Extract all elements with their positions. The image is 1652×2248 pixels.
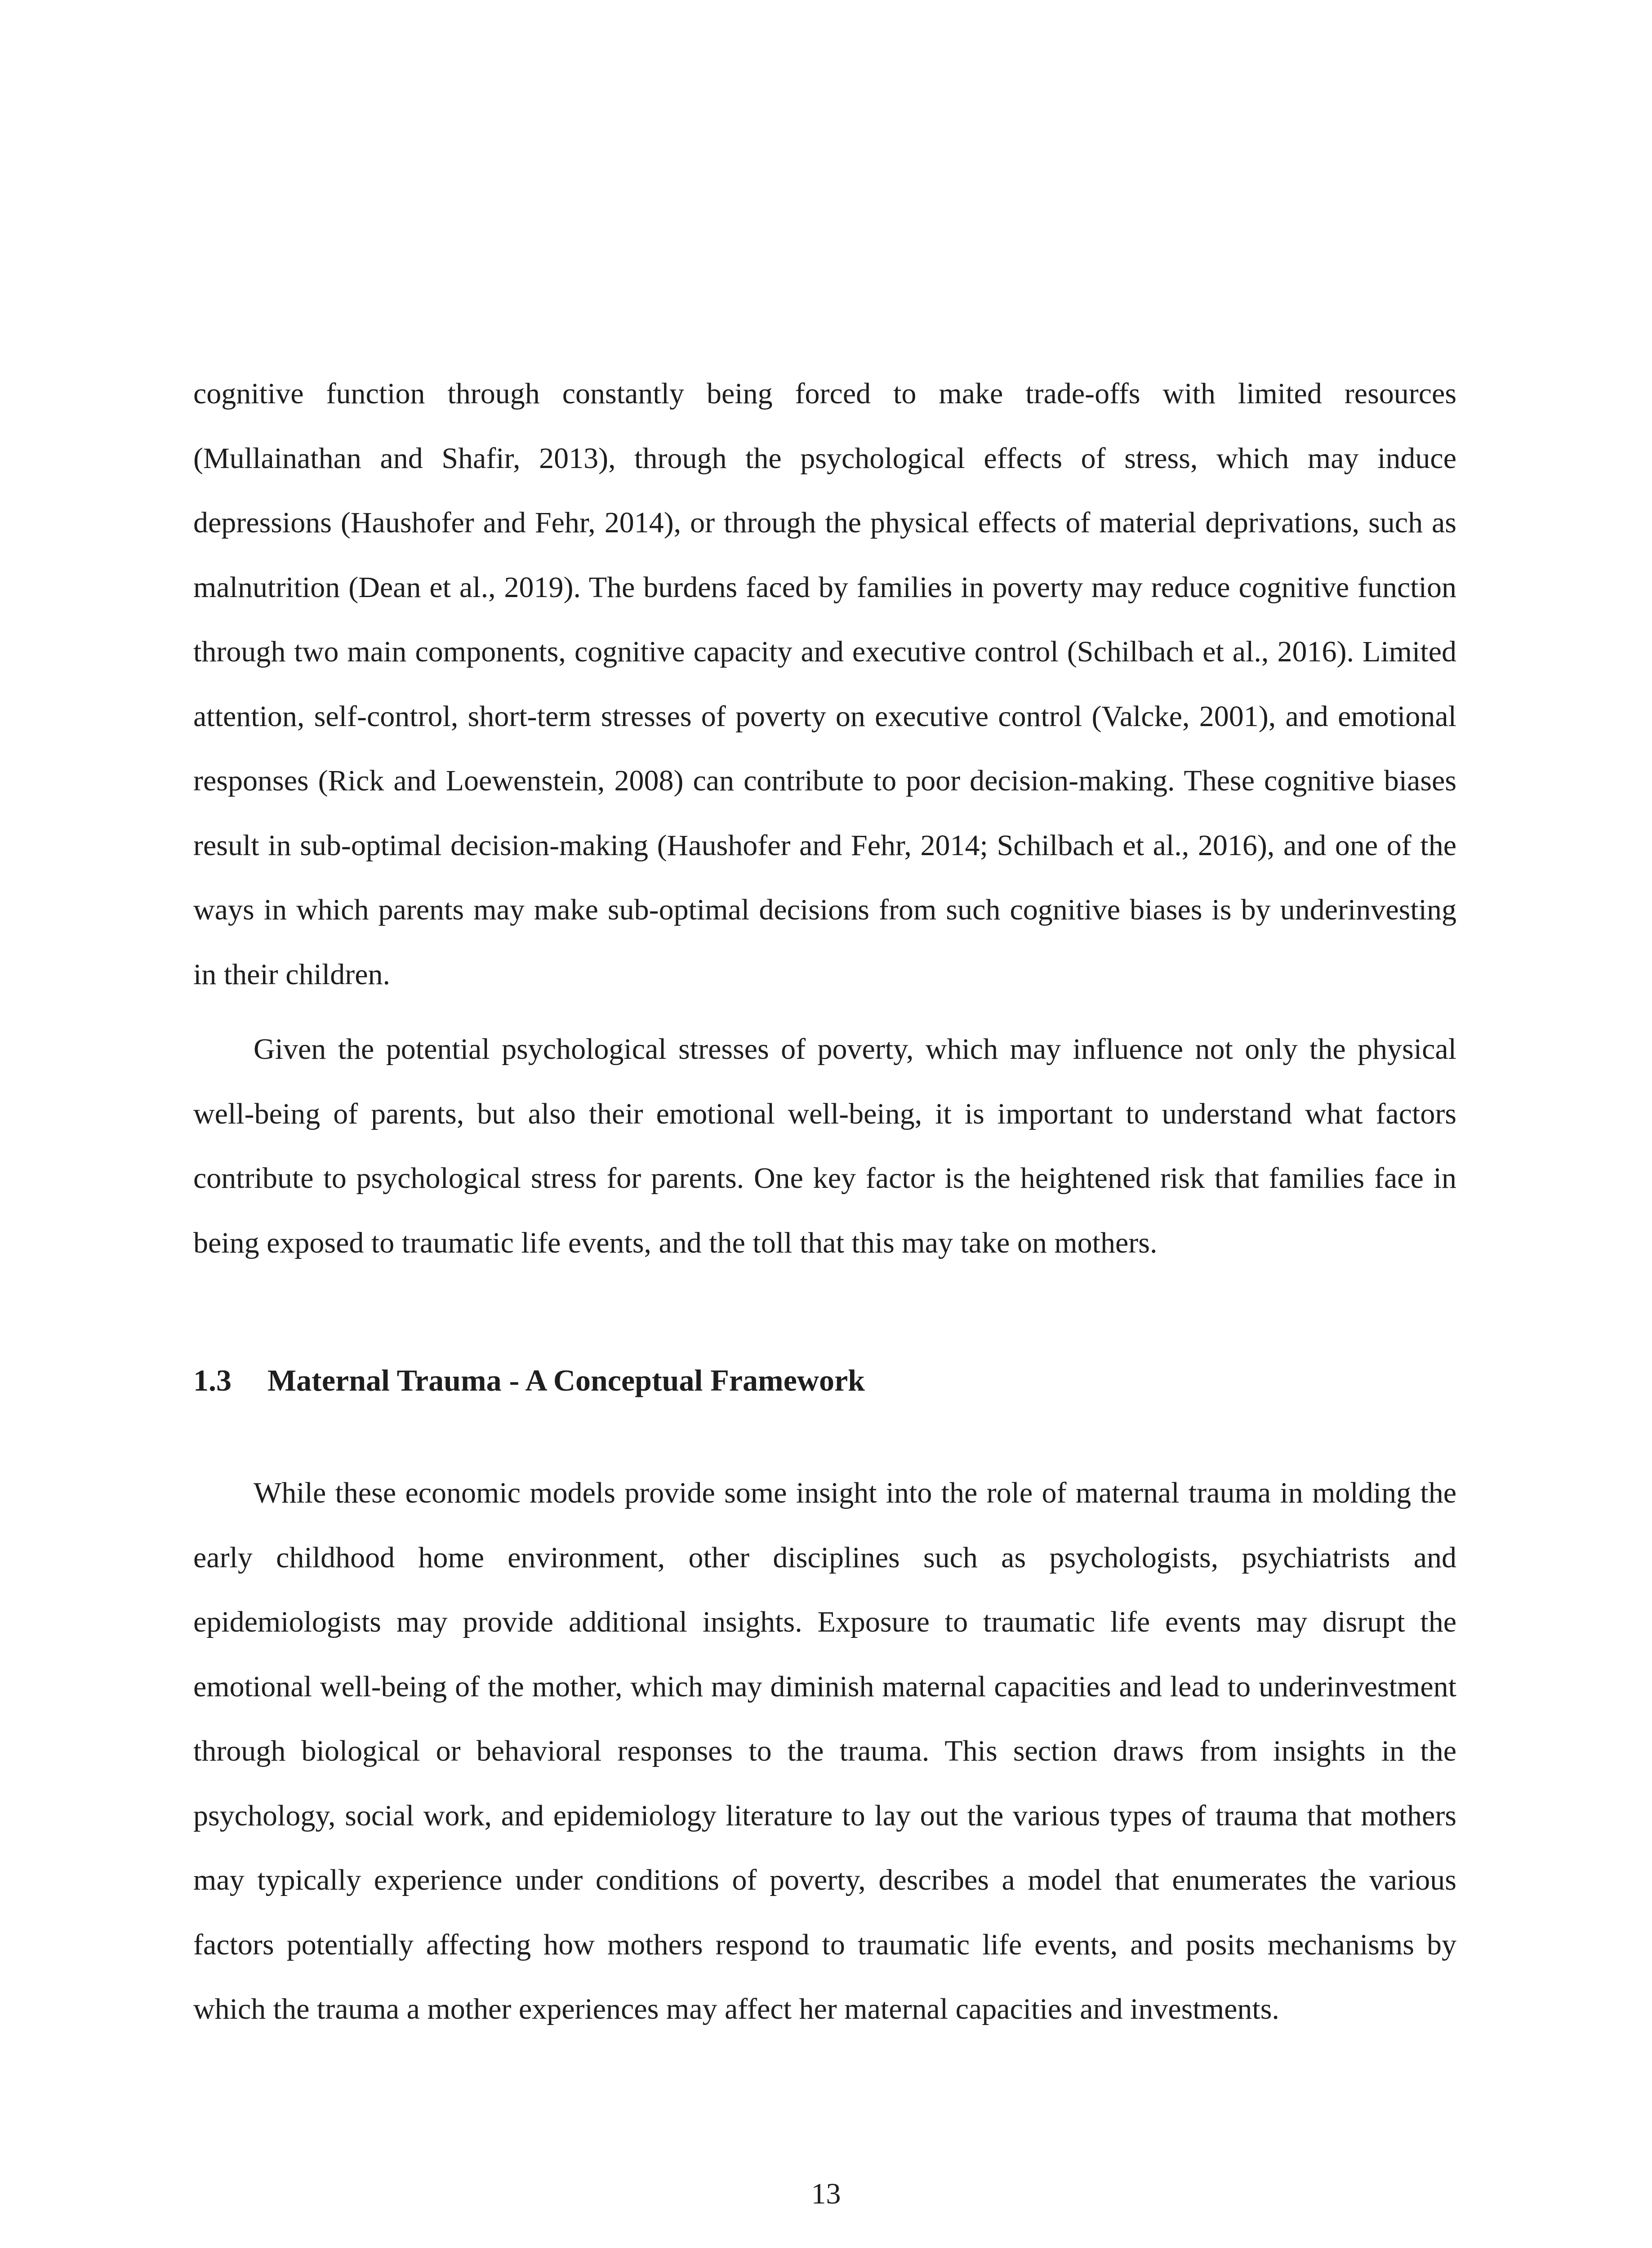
section-heading (193, 1358, 1456, 1403)
section-title: Maternal Trauma - A Conceptual Framework (267, 1363, 865, 1397)
body-paragraph-poverty-stress: Given the potential psychological stresses of poverty, which may influence not only the physical well-being of parents, but also their emotional well-being, it is important to understand what factors contribute to psychological stress for parents. One key factor is the heightened risk that families face in being exposed to traumatic life events, and the toll that this may take on mothers. (193, 1033, 1456, 1259)
body-paragraph-continued: cognitive function through constantly being forced to make trade-offs with limited resources (Mullainathan and Shafir, 2013), through the psychological effects of stress, which may induce depressions (Haushofer and Fehr, 2014), or through the physical effects of material deprivations, such as malnutrition (Dean et al., 2019). The burdens faced by families in poverty may reduce cognitive function through two main components, cognitive capacity and executive control (Schilbach et al., 2016). Limited attention, self-control, short-term stresses of poverty on executive control (Valcke, 2001), and emotional responses (Rick and Loewenstein, 2008) can contribute to poor decision-making. These cognitive biases result in sub-optimal decision-making (Haushofer and Fehr, 2014; Schilbach et al., 2016), and one of the ways in which parents may make sub-optimal decisions from such cognitive biases is by underinvesting in their children. (193, 377, 1456, 991)
section-number: 1.3 (193, 1363, 232, 1397)
page-number: 13 (811, 2177, 841, 2210)
body-paragraph-framework-intro: While these economic models provide some insight into the role of maternal trauma in molding the early childhood home environment, other disciplines such as psychologists, psychiatrists and epidemiologists may provide additional insights. Exposure to traumatic life events may disrupt the emotional well-being of the mother, which may diminish maternal capacities and lead to underinvestment through biological or behavioral responses to the trauma. This section draws from insights in the psychology, social work, and epidemiology literature to lay out the various types of trauma that mothers may typically experience under conditions of poverty, describes a model that enumerates the various factors potentially affecting how mothers respond to traumatic life events, and posits mechanisms by which the trauma a mother experiences may affect her maternal capacities and investments. (193, 1476, 1456, 2025)
